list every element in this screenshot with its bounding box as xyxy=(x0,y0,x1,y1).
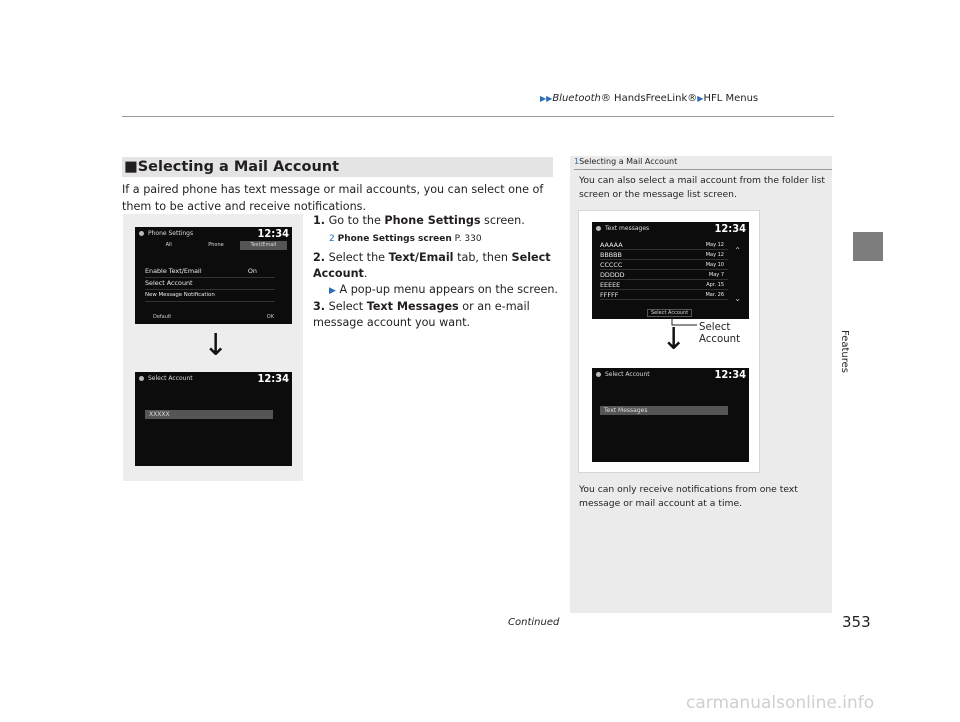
result-arrow-icon: ▶ xyxy=(329,286,336,296)
tab-bar xyxy=(145,241,287,250)
account-item[interactable]: Text Messages xyxy=(600,406,728,415)
step-3: 3. Select Text Messages or an e-mail message account you want. xyxy=(313,300,530,329)
steps-list xyxy=(313,213,558,331)
screen-title: Text messages xyxy=(605,225,650,232)
continued-label: Continued xyxy=(508,617,560,628)
heading-marker: ■ xyxy=(124,159,138,175)
tab-phone[interactable]: Phone xyxy=(208,242,224,248)
settings-row[interactable] xyxy=(145,266,275,278)
figure-left xyxy=(123,214,303,481)
screen-title: Select Account xyxy=(148,375,193,382)
note-title: 1Selecting a Mail Account xyxy=(574,157,678,166)
screen-title: Phone Settings xyxy=(148,230,194,237)
breadcrumb xyxy=(540,93,758,104)
bottom-bar xyxy=(145,314,282,320)
step-2: 2. Select the Text/Email tab, then Select Account. xyxy=(313,251,551,280)
scroll-up-icon[interactable]: ⌃ xyxy=(734,246,741,255)
note-text-1: You can also select a mail account from the folder list screen or the message list screen. xyxy=(579,175,825,200)
row-label: Select Account xyxy=(145,279,193,287)
section-heading xyxy=(122,157,553,177)
callout-label: Select Account xyxy=(699,322,741,345)
tab-all[interactable]: All xyxy=(165,242,172,248)
note-marker: 1 xyxy=(574,157,580,166)
default-button[interactable]: Default xyxy=(153,314,172,320)
breadcrumb-item-hfl-menus: HFL Menus xyxy=(703,93,759,104)
down-arrow-icon: ↓ xyxy=(661,322,687,357)
message-row[interactable]: CCCCC May 10 xyxy=(600,260,728,270)
cross-reference[interactable]: 2 Phone Settings screen P. 330 xyxy=(329,234,482,244)
note-text-2: You can only receive notifications from one text message or mail account at a time. xyxy=(579,484,798,509)
tab-text-email[interactable]: Text/Email xyxy=(240,241,287,250)
step-2-result: ▶ A pop-up menu appears on the screen. xyxy=(329,283,558,296)
arrow-icon: ▶ xyxy=(697,94,704,103)
text-messages-screen xyxy=(592,222,749,319)
home-icon xyxy=(139,231,144,236)
row-value: On xyxy=(247,267,257,275)
settings-row[interactable] xyxy=(145,290,275,302)
scroll-down-icon[interactable]: ⌄ xyxy=(734,294,741,303)
chapter-tab-label: Features xyxy=(839,330,850,373)
clock: 12:34 xyxy=(257,227,289,240)
account-item[interactable]: XXXXX xyxy=(145,410,273,419)
clock: 12:34 xyxy=(714,368,746,381)
clock: 12:34 xyxy=(714,222,746,235)
home-icon xyxy=(596,372,601,377)
message-list xyxy=(600,240,728,300)
arrow-icon: ▶▶ xyxy=(540,94,553,103)
note-divider xyxy=(574,169,832,170)
registered-mark: ® xyxy=(600,93,611,104)
settings-row[interactable] xyxy=(145,278,275,290)
watermark: carmanualsonline.info xyxy=(686,693,875,713)
figure-right xyxy=(578,210,760,473)
select-account-button[interactable]: Select Account xyxy=(647,309,692,317)
select-account-screen xyxy=(592,368,749,462)
chapter-tab-marker xyxy=(853,232,883,261)
message-row[interactable]: BBBBB May 12 xyxy=(600,250,728,260)
home-icon xyxy=(139,376,144,381)
message-row[interactable]: EEEEE Apr. 15 xyxy=(600,280,728,290)
breadcrumb-item-handsfreelink: HandsFreeLink® xyxy=(614,93,698,104)
breadcrumb-item-bluetooth: Bluetooth xyxy=(552,93,601,104)
page-number: 353 xyxy=(842,613,871,631)
home-icon xyxy=(596,226,601,231)
message-row[interactable]: FFFFF Mar. 26 xyxy=(600,290,728,300)
row-label: Enable Text/Email xyxy=(145,267,202,275)
screen-title: Select Account xyxy=(605,371,650,378)
header-divider xyxy=(122,116,834,117)
row-label: New Message Notification xyxy=(145,292,215,298)
message-row[interactable]: DDDDD May 7 xyxy=(600,270,728,280)
message-row[interactable]: AAAAA May 12 xyxy=(600,240,728,250)
step-1: 1. Go to the Phone Settings screen. xyxy=(313,214,525,227)
ok-button[interactable]: OK xyxy=(266,314,274,320)
phone-settings-screen xyxy=(135,227,292,324)
reference-icon: 2 xyxy=(329,234,335,244)
clock: 12:34 xyxy=(257,372,289,385)
select-account-screen xyxy=(135,372,292,466)
heading-text: Selecting a Mail Account xyxy=(137,159,340,175)
down-arrow-icon: ↓ xyxy=(203,328,229,363)
intro-paragraph: If a paired phone has text message or mail accounts, you can select one of them to be active and receive notifications. xyxy=(122,183,544,213)
